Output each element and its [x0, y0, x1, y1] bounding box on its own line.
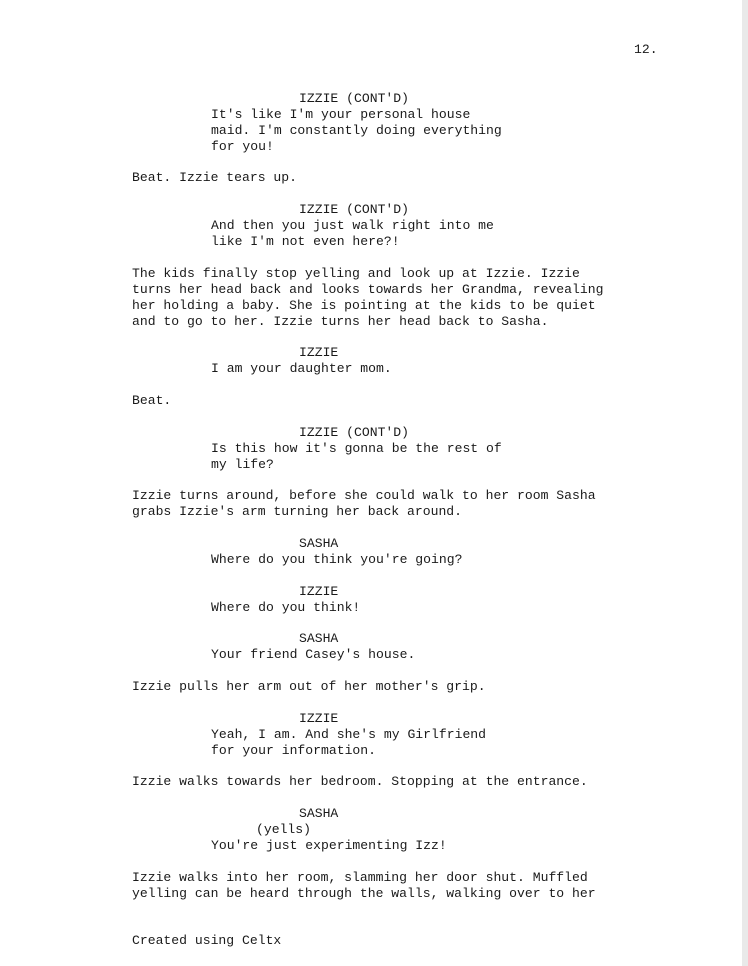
character-name: IZZIE (CONT'D)	[299, 202, 410, 217]
dialogue-line: Where do you think you're going?	[211, 552, 463, 567]
parenthetical: (yells)	[256, 822, 312, 837]
character-name: IZZIE	[299, 584, 339, 599]
dialogue-line: like I'm not even here?!	[211, 234, 400, 249]
dialogue-line: And then you just walk right into me	[211, 218, 494, 233]
dialogue-line: for you!	[211, 139, 274, 154]
dialogue-line: Yeah, I am. And she's my Girlfriend	[211, 727, 487, 742]
page-edge-shadow	[742, 0, 748, 966]
dialogue-line: my life?	[211, 457, 274, 472]
action-line: Izzie pulls her arm out of her mother's grip.	[132, 679, 486, 694]
dialogue-line: Where do you think!	[211, 600, 361, 615]
character-name: IZZIE	[299, 345, 339, 360]
page-number: 12.	[634, 42, 658, 57]
action-line: Beat.	[132, 393, 172, 408]
character-name: SASHA	[299, 536, 339, 551]
action-line: grabs Izzie's arm turning her back around.	[132, 504, 463, 519]
dialogue-line: It's like I'm your personal house	[211, 107, 471, 122]
dialogue-line: for your information.	[211, 743, 377, 758]
dialogue-line: Is this how it's gonna be the rest of	[211, 441, 502, 456]
character-name: IZZIE	[299, 711, 339, 726]
dialogue-line: I am your daughter mom.	[211, 361, 392, 376]
action-line: her holding a baby. She is pointing at the kids to be quiet	[132, 298, 596, 313]
character-name: IZZIE (CONT'D)	[299, 425, 410, 440]
action-line: Izzie turns around, before she could walk to her room Sasha	[132, 488, 596, 503]
action-line: and to go to her. Izzie turns her head back to Sasha.	[132, 314, 549, 329]
action-line: The kids finally stop yelling and look up at Izzie. Izzie	[132, 266, 580, 281]
footer-credit: Created using Celtx	[132, 933, 282, 948]
dialogue-line: maid. I'm constantly doing everything	[211, 123, 502, 138]
dialogue-line: You're just experimenting Izz!	[211, 838, 447, 853]
action-line: Beat. Izzie tears up.	[132, 170, 298, 185]
action-line: yelling can be heard through the walls, walking over to her	[132, 886, 596, 901]
character-name: SASHA	[299, 631, 339, 646]
dialogue-line: Your friend Casey's house.	[211, 647, 416, 662]
action-line: Izzie walks towards her bedroom. Stopping at the entrance.	[132, 774, 588, 789]
action-line: turns her head back and looks towards her Grandma, revealing	[132, 282, 604, 297]
action-line: Izzie walks into her room, slamming her door shut. Muffled	[132, 870, 588, 885]
character-name: IZZIE (CONT'D)	[299, 91, 410, 106]
character-name: SASHA	[299, 806, 339, 821]
